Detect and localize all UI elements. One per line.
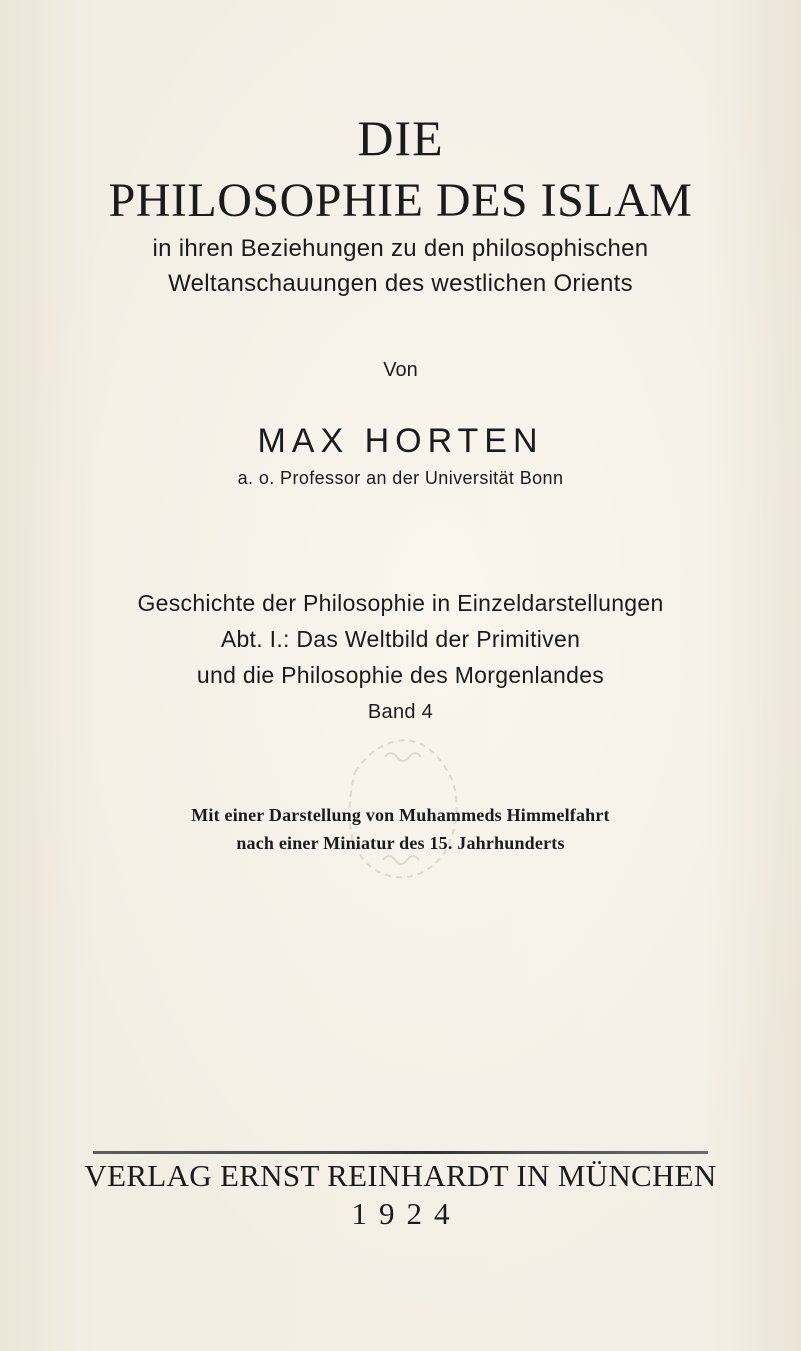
library-stamp-icon <box>335 712 475 890</box>
byline-von: Von <box>383 359 418 381</box>
publication-year: 1924 <box>351 1196 462 1231</box>
book-title-main: PHILOSOPHIE DES ISLAM <box>108 174 693 227</box>
publisher-imprint: VERLAG ERNST REINHARDT IN MÜNCHEN <box>84 1158 717 1193</box>
author-name: MAX HORTEN <box>257 422 544 460</box>
illustration-note-line-2: nach einer Miniatur des 15. Jahrhunderts <box>236 833 565 853</box>
book-title-die: DIE <box>357 110 444 166</box>
subtitle-line-1: in ihren Beziehungen zu den philosophischen <box>152 235 649 262</box>
illustration-note-line-1: Mit einer Darstellung von Muhammeds Himmelfahrt <box>191 805 610 825</box>
imprint-divider <box>93 1151 708 1154</box>
series-line-2: Abt. I.: Das Weltbild der Primitiven <box>220 626 581 652</box>
series-line-1: Geschichte der Philosophie in Einzeldarstellungen <box>137 590 664 616</box>
subtitle-line-2: Weltanschauungen des westlichen Orients <box>168 270 633 297</box>
author-affiliation: a. o. Professor an der Universität Bonn <box>237 468 564 488</box>
series-volume: Band 4 <box>367 701 434 723</box>
series-line-3: und die Philosophie des Morgenlandes <box>196 662 605 688</box>
